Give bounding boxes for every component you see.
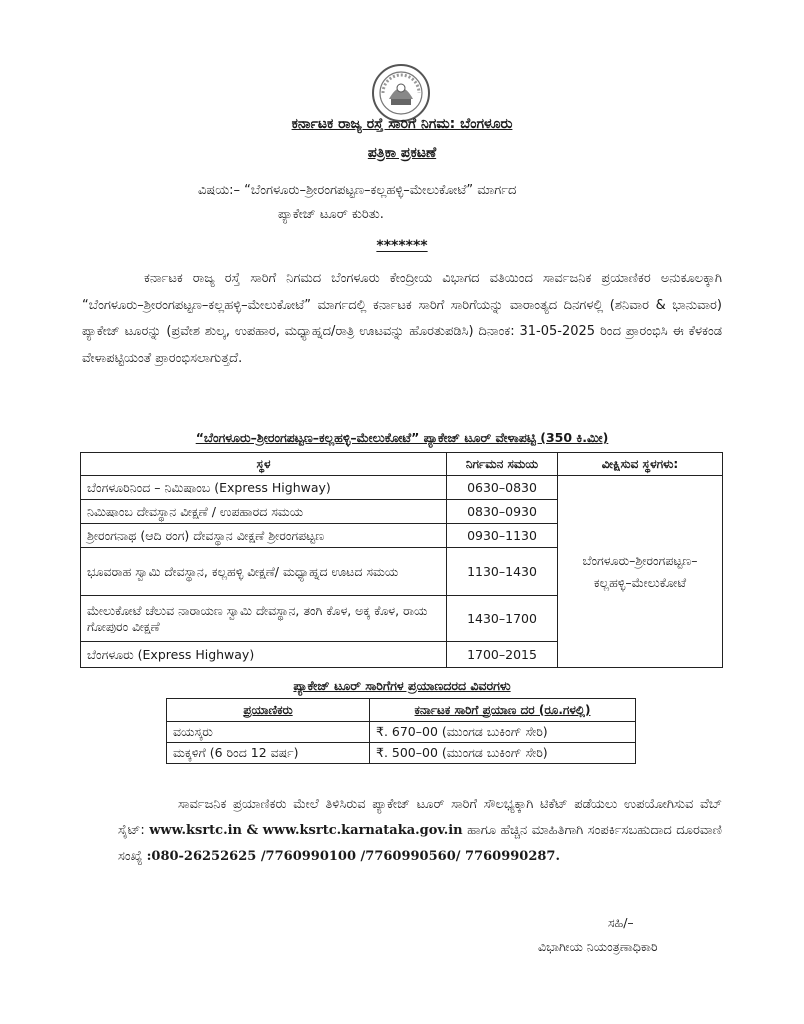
ksrtc-emblem-icon xyxy=(371,63,431,123)
row-time: 1700–2015 xyxy=(447,642,558,668)
table-row xyxy=(167,722,636,743)
row-time: 0630–0830 xyxy=(447,476,558,500)
phone-numbers: :080-26252625 /7760990100 /7760990560/ 7760990287. xyxy=(146,849,560,864)
page-subtitle: ಪತ್ರಿಕಾ ಪ್ರಕಟಣೆ xyxy=(367,145,437,161)
contact-paragraph xyxy=(118,792,722,870)
table-header-row xyxy=(81,453,723,476)
row-fare: ₹. 670–00 (ಮುಂಗಡ ಬುಕಿಂಗ್ ಸೇರಿ) xyxy=(370,722,636,743)
body-paragraph: ಕರ್ನಾಟಕ ರಾಜ್ಯ ರಸ್ತೆ ಸಾರಿಗೆ ನಿಗಮದ ಬೆಂಗಳೂರು ಕೇಂದ್ರೀಯ ವಿಭಾಗದ ವತಿಯಿಂದ ಸಾರ್ವಜನಿಕ ಪ್ರಯಾಣಿಕರ ಅನುಕೂಲಕ್ಕಾಗಿ “ಬೆಂಗಳೂರು–ಶ್ರೀರಂಗಪಟ್ಟಣ–ಕಲ್ಲಹಳ್ಳಿ–ಮೇಲುಕೋಟೆ” ಮಾರ್ಗದಲ್ಲಿ ಕರ್ನಾಟಕ ಸಾರಿಗೆ ಸಾರಿಗೆಯನ್ನು ವಾರಾಂತ್ಯದ ದಿನಗಳಲ್ಲಿ (ಶನಿವಾರ & ಭಾನುವಾರ) ಪ್ಯಾಕೇಜ್ ಟೂರನ್ನು (ಪ್ರವೇಶ ಶುಲ್ಕ, ಉಪಹಾರ, ಮಧ್ಯಾಹ್ನದ/ರಾತ್ರಿ ಊಟವನ್ನು ಹೊರತುಪಡಿಸಿ) ದಿನಾಂಕ: 31-05-2025 ರಿಂದ ಪ್ರಾರಂಭಿಸಿ ಈ ಕೆಳಕಂಡ ವೇಳಾಪಟ್ಟಿಯಂತೆ ಪ್ರಾರಂಭಿಸಲಾಗುತ್ತದೆ. xyxy=(82,271,722,366)
schedule-title: “ಬೆಂಗಳೂರು–ಶ್ರೀರಂಗಪಟ್ಟಣ–ಕಲ್ಲಹಳ್ಳಿ–ಮೇಲುಕೋಟೆ” ಪ್ಯಾಕೇಜ್ ಟೂರ್ ವೇಳಾಪಟ್ಟಿ (350 ಕಿ.ಮೀ) xyxy=(195,430,609,445)
row-place: ಬೆಂಗಳೂರಿನಿಂದ – ನಿಮಿಷಾಂಬ (Express Highway) xyxy=(81,476,447,500)
row-place: ಭೂವರಾಹ ಸ್ವಾಮಿ ದೇವಸ್ಥಾನ, ಕಲ್ಲಹಳ್ಳಿ ವೀಕ್ಷಣೆ/ ಮಧ್ಯಾಹ್ನದ ಊಟದ ಸಮಯ xyxy=(81,548,447,596)
fare-table xyxy=(166,698,636,764)
website-link-1[interactable]: www.ksrtc.in xyxy=(149,823,243,838)
header-place: ಸ್ಥಳ xyxy=(81,453,447,476)
contact-text-1: ಸಾರ್ವಜನಿಕ ಪ್ರಯಾಣಿಕರು ಮೇಲೆ ತಿಳಿಸಿರುವ ಪ್ಯಾಕೇಜ್ ಟೂರ್ ಸಾರಿಗೆ ಸೌಲಭ್ಯಕ್ಕಾಗಿ ಟಿಕೆಟ್ ಪಡೆಯಲು ಉಪಯೋಗಿಸುವ ವೆಬ್ ಸೈಟ್: xyxy=(118,797,722,838)
row-time: 1130–1430 xyxy=(447,548,558,596)
signature-designation: ವಿಭಾಗೀಯ ನಿಯಂತ್ರಣಾಧಿಕಾರಿ xyxy=(538,939,658,954)
website-link-2[interactable]: www.ksrtc.karnataka.gov.in xyxy=(262,823,463,838)
fare-title: ಪ್ಯಾಕೇಜ್ ಟೂರ್ ಸಾರಿಗೆಗಳ ಪ್ರಯಾಣದರದ ವಿವರಗಳು xyxy=(293,678,511,693)
contact-text-2: ಹಾಗೂ ಹೆಚ್ಚಿನ ಮಾಹಿತಿಗಾಗಿ ಸಂಪರ್ಕಿಸಬಹುದಾದ ದೂರವಾಣಿ ಸಂಖ್ಯೆ xyxy=(118,823,722,864)
subject-line-2: ಪ್ಯಾಕೇಜ್ ಟೂರ್ ಕುರಿತು. xyxy=(278,207,384,222)
row-passenger: ಮಕ್ಕಳಿಗೆ (6 ರಿಂದ 12 ವರ್ಷ) xyxy=(167,743,370,764)
header-time: ನಿರ್ಗಮನ ಸಮಯ xyxy=(447,453,558,476)
row-place: ಶ್ರೀರಂಗನಾಥ (ಆದಿ ರಂಗ) ದೇವಸ್ಥಾನ ವೀಕ್ಷಣೆ ಶ್ರೀರಂಗಪಟ್ಟಣ xyxy=(81,524,447,548)
row-passenger: ವಯಸ್ಕರು xyxy=(167,722,370,743)
row-fare: ₹. 500–00 (ಮುಂಗಡ ಬುಕಿಂಗ್ ಸೇರಿ) xyxy=(370,743,636,764)
visit-places: ಬೆಂಗಳೂರು–ಶ್ರೀರಂಗಪಟ್ಟಣ– ಕಲ್ಲಹಳ್ಳಿ–ಮೇಲುಕೋಟೆ xyxy=(558,476,723,668)
header-passenger: ಪ್ರಯಾಣಿಕರು xyxy=(167,699,370,722)
row-place: ಮೇಲುಕೋಟೆ ಚೆಲುವ ನಾರಾಯಣ ಸ್ವಾಮಿ ದೇವಸ್ಥಾನ, ತಂಗಿ ಕೊಳ, ಅಕ್ಕ ಕೊಳ, ರಾಯ ಗೋಪುರಂ ವೀಕ್ಷಣೆ xyxy=(81,596,447,642)
table-header-row xyxy=(167,699,636,722)
header-fare: ಕರ್ನಾಟಕ ಸಾರಿಗೆ ಪ್ರಯಾಣ ದರ (ರೂ.ಗಳಲ್ಲಿ) xyxy=(370,699,636,722)
signature-sd: ಸಹಿ/– xyxy=(608,915,634,930)
table-row xyxy=(167,743,636,764)
table-row xyxy=(81,476,723,500)
row-place: ನಿಮಿಷಾಂಬ ದೇವಸ್ಥಾನ ವೀಕ್ಷಣೆ / ಉಪಹಾರದ ಸಮಯ xyxy=(81,500,447,524)
subject-line-1: ವಿಷಯ:– “ಬೆಂಗಳೂರು–ಶ್ರೀರಂಗಪಟ್ಟಣ–ಕಲ್ಲಹಳ್ಳಿ–ಮೇಲುಕೋಟೆ” ಮಾರ್ಗದ xyxy=(198,183,517,198)
header-visit: ವೀಕ್ಷಿಸುವ ಸ್ಥಳಗಳು: xyxy=(558,453,723,476)
ampersand: & xyxy=(246,823,259,838)
row-time: 0830–0930 xyxy=(447,500,558,524)
separator-stars: ******* xyxy=(376,238,428,254)
page-title: ಕರ್ನಾಟಕ ರಾಜ್ಯ ರಸ್ತೆ ಸಾರಿಗೆ ನಿಗಮ: ಬೆಂಗಳೂರು xyxy=(291,116,513,132)
row-time: 1430–1700 xyxy=(447,596,558,642)
schedule-table xyxy=(80,452,723,668)
row-place: ಬೆಂಗಳೂರು (Express Highway) xyxy=(81,642,447,668)
row-time: 0930–1130 xyxy=(447,524,558,548)
